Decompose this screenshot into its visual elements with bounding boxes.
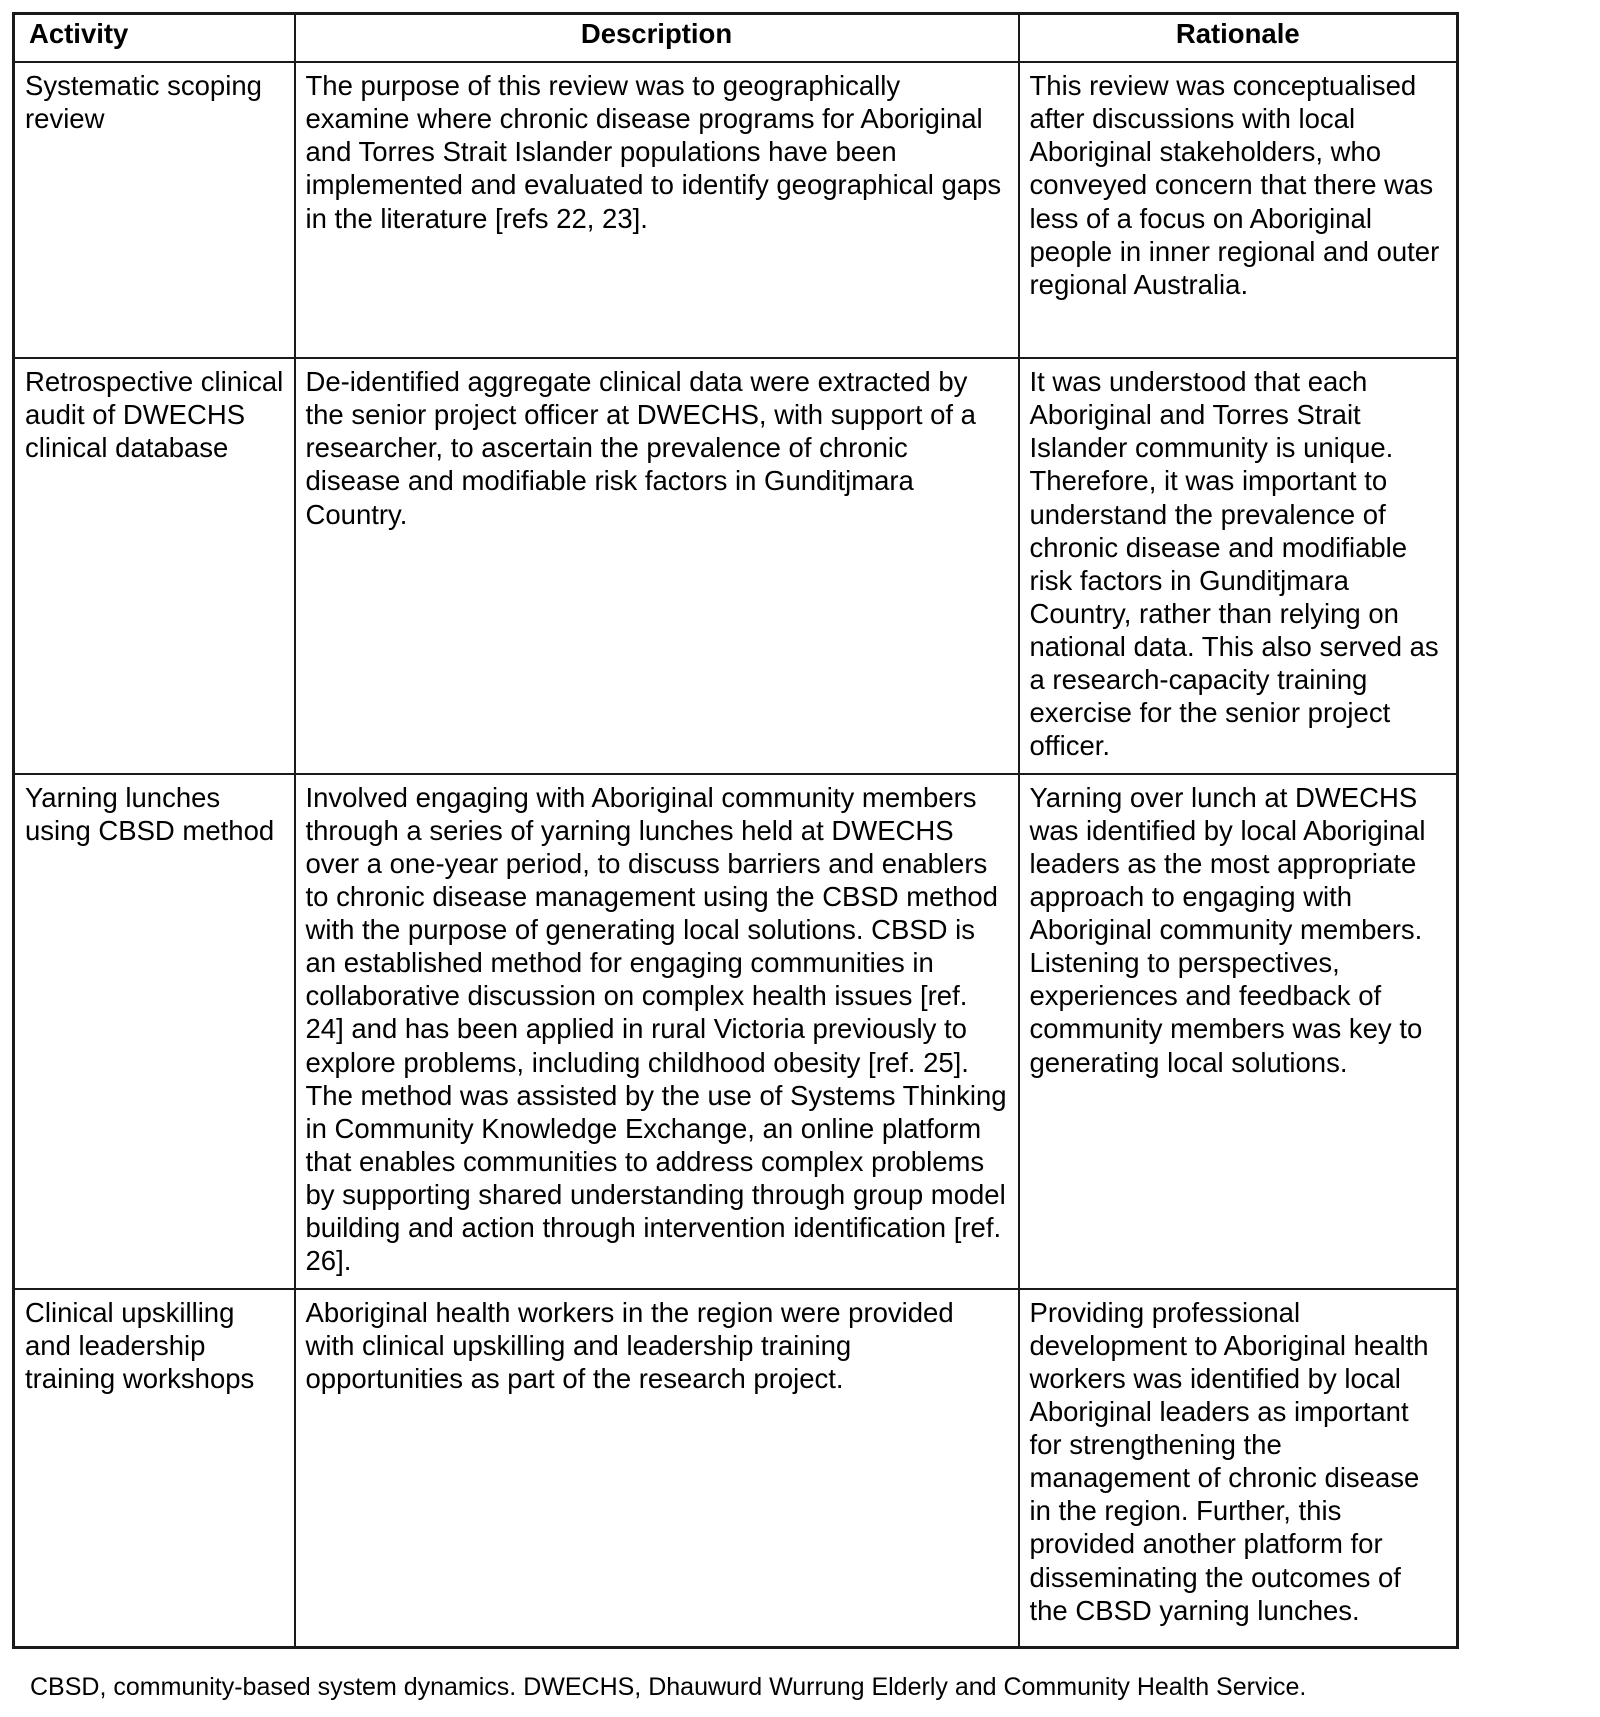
cell-activity: Retrospective clinical audit of DWECHS clinical database [14,358,295,774]
table-header [14,14,1458,63]
table-row [14,774,1458,1289]
column-header-description: Description [295,14,1019,63]
cell-activity: Yarning lunches using CBSD method [14,774,295,1289]
activities-table [12,12,1459,1649]
table-row [14,358,1458,774]
table-row [14,1289,1458,1648]
cell-description: The purpose of this review was to geographically examine where chronic disease programs for Aboriginal and Torres Strait Islander populations have been implemented and evaluated to identify geographical gaps in the literature [refs 22, 23]. [295,62,1019,358]
cell-rationale: This review was conceptualised after discussions with local Aboriginal stakeholders, who conveyed concern that there was less of a focus on Aboriginal people in inner regional and outer regional Australia. [1019,62,1458,358]
column-header-activity: Activity [14,14,295,63]
cell-description: Involved engaging with Aboriginal community members through a series of yarning lunches held at DWECHS over a one-year period, to discuss barriers and enablers to chronic disease management using the CBSD method with the purpose of generating local solutions. CBSD is an established method for engaging communities in collaborative discussion on complex health issues [ref. 24] and has been applied in rural Victoria previously to explore problems, including childhood obesity [ref. 25]. The method was assisted by the use of Systems Thinking in Community Knowledge Exchange, an online platform that enables communities to address complex problems by supporting shared understanding through group model building and action through intervention identification [ref. 26]. [295,774,1019,1289]
table-footnote: CBSD, community-based system dynamics. DWECHS, Dhauwurd Wurrung Elderly and Community Health Service. [30,1673,1307,1701]
cell-description: Aboriginal health workers in the region were provided with clinical upskilling and leadership training opportunities as part of the research project. [295,1289,1019,1648]
table-row [14,62,1458,358]
activities-table-container [12,12,1456,1649]
table-body [14,62,1458,1647]
cell-rationale: It was understood that each Aboriginal and Torres Strait Islander community is unique. Therefore, it was important to understand the prevalence of chronic disease and modifiable risk factors in Gunditjmara Country, rather than relying on national data. This also served as a research-capacity training exercise for the senior project officer. [1019,358,1458,774]
cell-rationale: Yarning over lunch at DWECHS was identified by local Aboriginal leaders as the most appropriate approach to engaging with Aboriginal community members. Listening to perspectives, experiences and feedback of community members was key to generating local solutions. [1019,774,1458,1289]
cell-rationale: Providing professional development to Aboriginal health workers was identified by local Aboriginal leaders as important for strengthening the management of chronic disease in the region. Further, this provided another platform for disseminating the outcomes of the CBSD yarning lunches. [1019,1289,1458,1648]
cell-activity: Systematic scoping review [14,62,295,358]
table-header-row [14,14,1458,63]
cell-description: De-identified aggregate clinical data were extracted by the senior project officer at DWECHS, with support of a researcher, to ascertain the prevalence of chronic disease and modifiable risk factors in Gunditjmara Country. [295,358,1019,774]
column-header-rationale: Rationale [1019,14,1458,63]
cell-activity: Clinical upskilling and leadership training workshops [14,1289,295,1648]
